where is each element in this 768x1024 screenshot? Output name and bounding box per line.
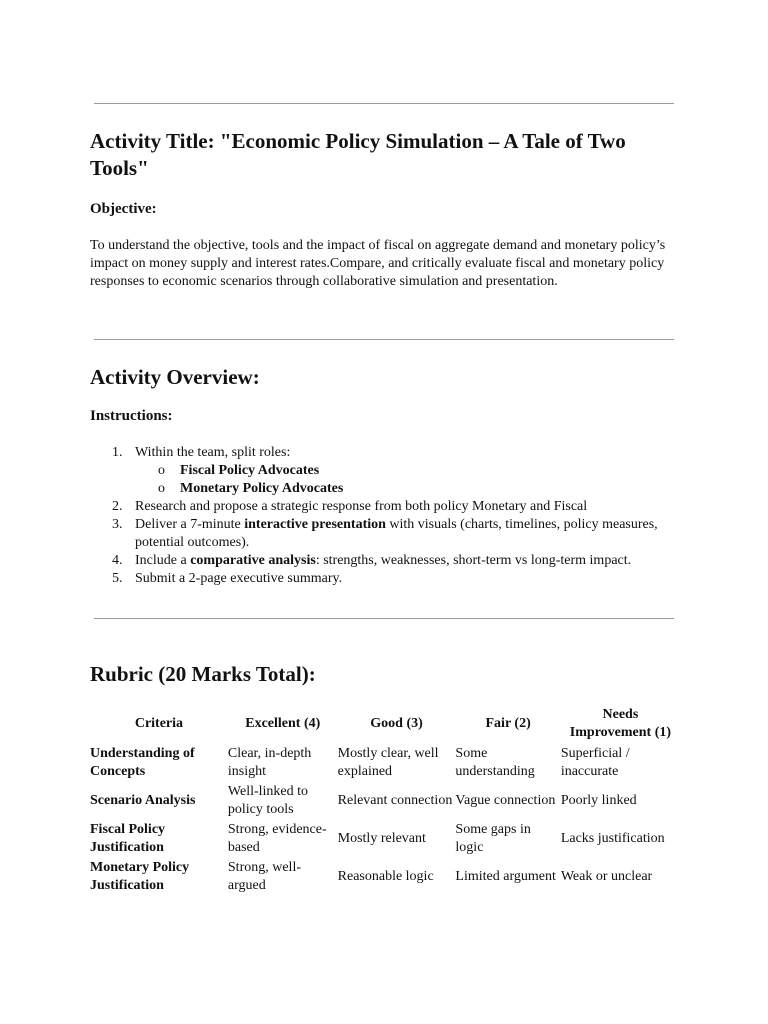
table-cell: Limited argument [455,869,556,884]
table-row [90,820,680,858]
criteria-cell: Understanding of Concepts [90,746,195,779]
objective-heading: Objective: [90,201,157,217]
table-cell: Strong, well-argued [227,860,301,893]
list-item-text: Include a [135,553,191,568]
column-header: Fair (2) [485,716,531,731]
criteria-cell: Scenario Analysis [90,793,196,808]
table-cell: Lacks justification [560,831,665,846]
divider [94,103,674,104]
table-cell: Strong, evidence-based [227,822,327,855]
activity-title: Activity Title: "Economic Policy Simulation – A Tale of Two Tools" [90,129,626,180]
list-item-text: : strengths, weaknesses, short-term vs long-term impact. [315,553,632,568]
list-number: 1. [112,445,123,460]
list-item-text: Within the team, split roles: [135,445,291,460]
column-header: Good (3) [370,716,423,731]
list-number: 4. [112,553,123,568]
table-row [90,858,680,896]
bullet-icon: o [158,481,165,496]
list-item-text: with visuals (charts, timelines, policy measures, potential outcomes). [135,517,658,550]
role-label: Monetary Policy Advocates [180,481,344,496]
table-cell: Relevant connection [337,793,453,808]
table-cell: Mostly clear, well explained [337,746,439,779]
table-cell: Some gaps in logic [455,822,531,855]
emphasis-text: interactive presentation [244,517,386,532]
list-item-text: Research and propose a strategic response from both policy Monetary and Fiscal [135,499,588,514]
column-header: Excellent (4) [245,716,321,731]
divider [94,618,674,619]
table-cell: Some understanding [455,746,535,779]
role-item [135,462,680,480]
criteria-cell: Fiscal Policy Justification [90,822,166,855]
table-cell: Reasonable logic [337,869,434,884]
list-item [90,444,680,498]
role-label: Fiscal Policy Advocates [180,463,320,478]
rubric-table [90,704,680,896]
list-number: 3. [112,517,123,532]
column-header: Needs Improvement (1) [569,707,672,740]
bullet-icon: o [158,463,165,478]
emphasis-text: comparative analysis [190,553,316,568]
role-list [135,462,680,498]
instruction-list [90,444,680,588]
table-cell: Clear, in-depth insight [227,746,312,779]
list-item [90,516,680,552]
table-cell: Superficial / inaccurate [560,746,630,779]
table-cell: Mostly relevant [337,831,426,846]
rubric-heading: Rubric (20 Marks Total): [90,662,316,686]
list-number: 2. [112,499,123,514]
table-row [90,744,680,782]
table-cell: Weak or unclear [560,869,653,884]
divider [94,339,674,340]
list-item-text: Submit a 2-page executive summary. [135,571,343,586]
list-item [90,552,680,570]
instructions-heading: Instructions: [90,408,173,424]
table-cell: Vague connection [455,793,556,808]
table-cell: Poorly linked [560,793,637,808]
table-cell: Well-linked to policy tools [227,784,309,817]
table-header-row [90,704,680,744]
list-item [90,570,680,588]
role-item [135,480,680,498]
column-header: Criteria [134,716,184,731]
list-item [90,498,680,516]
list-number: 5. [112,571,123,586]
table-row [90,782,680,820]
objective-text: To understand the objective, tools and the impact of fiscal on aggregate demand and monetary policy’s impact on money supply and interest rates.Compare, and critically evaluate fiscal and monetary policy responses to economic scenarios through collaborative simulation and presentation. [90,238,666,289]
list-item-text: Deliver a 7-minute [135,517,245,532]
overview-heading: Activity Overview: [90,365,260,389]
criteria-cell: Monetary Policy Justification [90,860,190,893]
